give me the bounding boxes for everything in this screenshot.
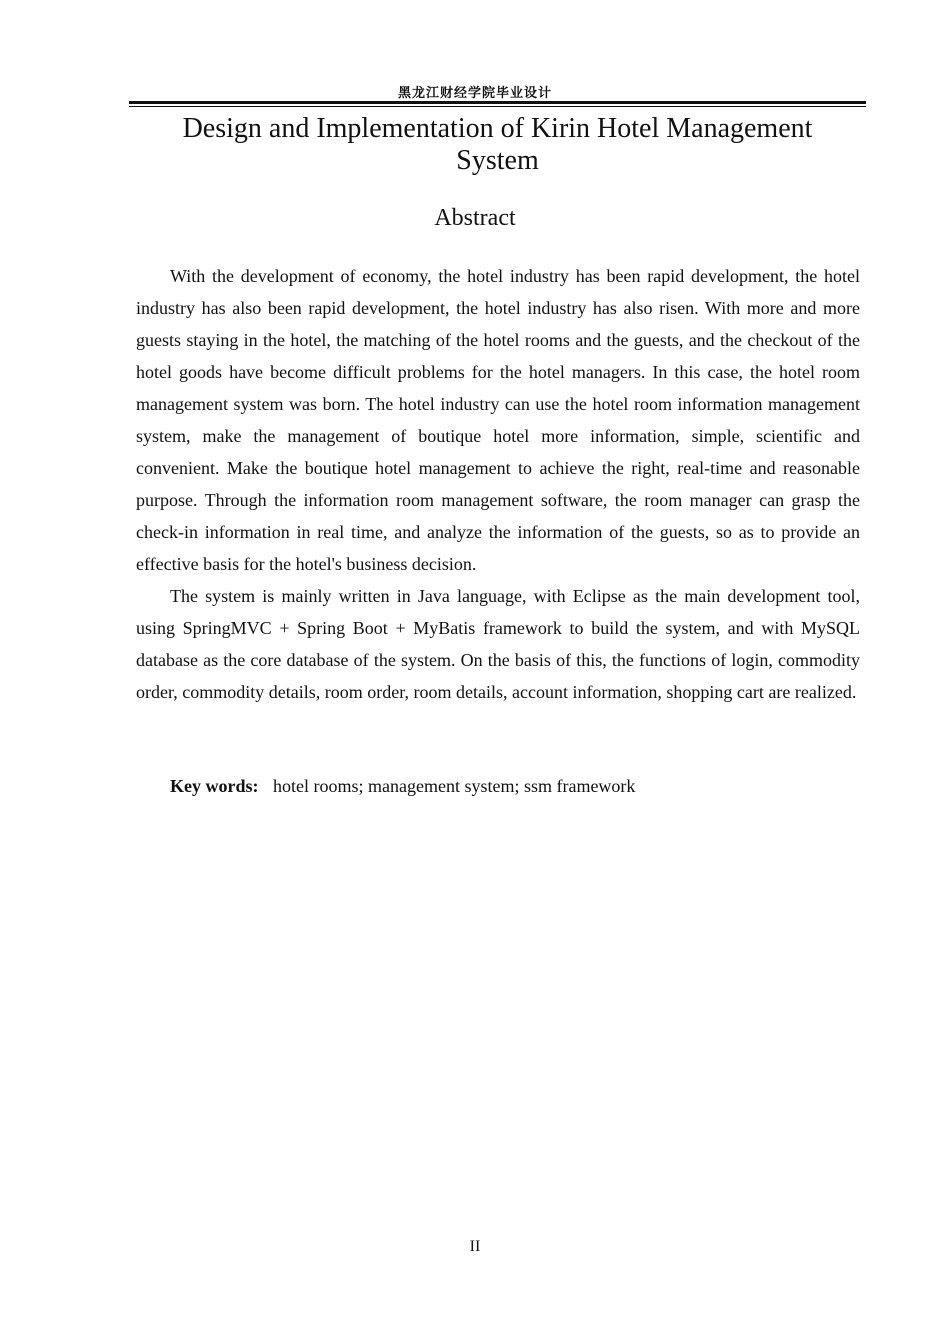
page-number: II bbox=[469, 1238, 481, 1255]
header-rule-thick bbox=[129, 101, 866, 104]
abstract-paragraph-2: The system is mainly written in Java language, with Eclipse as the main development tool, using SpringMVC + Spring Boot + MyBatis framework to build the system, and with MySQL database as the core database of the system. On the basis of this, the functions of login, commodity order, commodity details, room order, room details, account information, shopping cart are realized. bbox=[136, 586, 860, 702]
document-title: Design and Implementation of Kirin Hotel Management System bbox=[182, 113, 813, 176]
abstract-paragraph-1: With the development of economy, the hotel industry has been rapid development, the hotel industry has also been rapid development, the hotel industry has also risen. With more and more guests staying in the hotel, the matching of the hotel rooms and the guests, and the checkout of the hotel goods have become difficult problems for the hotel managers. In this case, the hotel room management system was born. The hotel industry can use the hotel room information management system, make the management of boutique hotel more information, simple, scientific and convenient. Make the boutique hotel management to achieve the right, real-time and reasonable purpose. Through the information room management software, the room manager can grasp the check-in information in real time, and analyze the information of the guests, so as to provide an effective basis for the hotel's business decision. bbox=[136, 266, 860, 574]
keywords-value: hotel rooms; management system; ssm framework bbox=[273, 776, 636, 796]
running-header: 黑龙江财经学院毕业设计 bbox=[397, 86, 552, 101]
abstract-heading: Abstract bbox=[434, 205, 516, 231]
keywords-line bbox=[170, 770, 860, 802]
keywords-label: Key words: bbox=[170, 776, 259, 796]
header-rule-thin bbox=[129, 106, 866, 107]
abstract-body bbox=[136, 260, 860, 708]
